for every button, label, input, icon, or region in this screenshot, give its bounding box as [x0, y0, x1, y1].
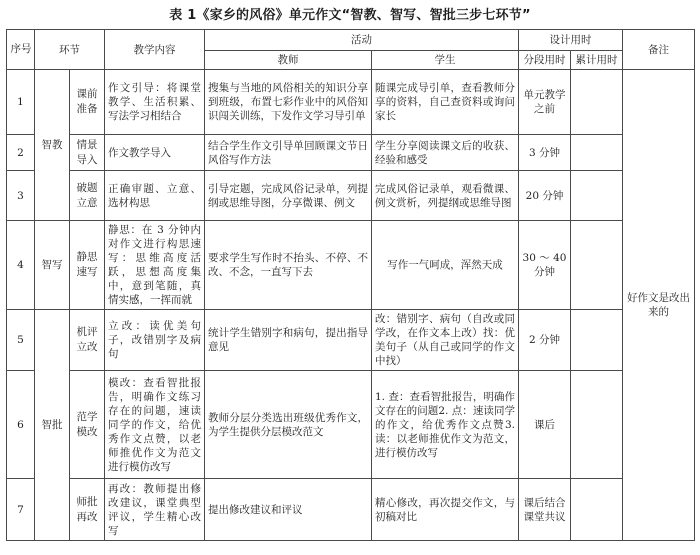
- row-content: 作文教学导入: [105, 135, 205, 171]
- row-teacher: 统计学生错别字和病句，提出指导意见: [205, 310, 372, 371]
- header-remark: 备注: [623, 30, 695, 70]
- row-student: 改：错别字、病句（自改或同学改，在作文本上改）找：优美句子（从自己或同学的作文中找）: [372, 310, 519, 371]
- row-seq: 5: [7, 310, 35, 371]
- row-teacher: 搜集与当地的风俗相关的知识分享到班级，布置七彩作业中的风俗知识闯关训练，下发作文学习导引单: [205, 70, 372, 135]
- table-row: [7, 70, 695, 135]
- row-teacher: 引导定题，完成风俗记录单，列提纲或思维导图，分享微课、例文: [205, 171, 372, 221]
- row-total: [571, 310, 623, 371]
- row-total: [571, 70, 623, 135]
- header-row-1: [7, 30, 695, 51]
- row-student: 完成风俗记录单，观看微课、例文赏析，列提纲或思维导图: [372, 171, 519, 221]
- row-total: [571, 135, 623, 171]
- row-seq: 2: [7, 135, 35, 171]
- row-sub: 破题立意: [70, 171, 105, 221]
- row-segment: 课后结合课堂共议: [519, 479, 571, 541]
- row-student: 写作一气呵成，浑然天成: [372, 221, 519, 310]
- stage-zhijiao: 智教: [35, 70, 70, 221]
- row-sub: 师批再改: [70, 479, 105, 541]
- header-activity: 活动: [205, 30, 519, 51]
- header-time-design: 设计用时: [519, 30, 623, 51]
- table-row: [7, 310, 695, 371]
- row-student: 随课完成导引单，查看教师分享的资料，自己查资料或询问家长: [372, 70, 519, 135]
- row-student: 学生分享阅读课文后的收获、经验和感受: [372, 135, 519, 171]
- row-total: [571, 171, 623, 221]
- row-sub: 课前准备: [70, 70, 105, 135]
- row-student: 精心修改，再次提交作文，与初稿对比: [372, 479, 519, 541]
- row-seq: 3: [7, 171, 35, 221]
- row-content: 再改：教师提出修改建议，课堂典型评议，学生精心改写: [105, 479, 205, 541]
- row-seq: 1: [7, 70, 35, 135]
- row-teacher: 结合学生作文引导单回顾课文节日风俗写作方法: [205, 135, 372, 171]
- row-content: 作文引导：将课堂教学、生活积累、写法学习相结合: [105, 70, 205, 135]
- table-row: [7, 479, 695, 541]
- header-seq: 序号: [7, 30, 35, 70]
- row-segment: 课后: [519, 371, 571, 479]
- row-sub: 情景导入: [70, 135, 105, 171]
- row-segment: 2 分钟: [519, 310, 571, 371]
- row-total: [571, 371, 623, 479]
- table-title: 表 1《家乡的风俗》单元作文“智教、智写、智批三步七环节”: [169, 7, 531, 23]
- stage-zhixie: 智写: [35, 221, 70, 310]
- header-time-segment: 分段用时: [519, 51, 571, 70]
- row-segment: 30 ～ 40 分钟: [519, 221, 571, 310]
- row-segment: 单元教学之前: [519, 70, 571, 135]
- row-content: 静思：在 3 分钟内对作文进行构思速写：思维高度活跃，思想高度集中，意到笔随，真情实感，一挥而就: [105, 221, 205, 310]
- row-seq: 6: [7, 371, 35, 479]
- row-sub: 静思速写: [70, 221, 105, 310]
- row-student: 1. 查：查看智批报告，明确作文存在的问题2. 点：速读同学的作文，给优秀作文点赞3. 读：以老师推优作文为范文，进行模仿改写: [372, 371, 519, 479]
- table-row: [7, 371, 695, 479]
- header-time-total: 累计用时: [571, 51, 623, 70]
- header-teacher: 教师: [205, 51, 372, 70]
- row-seq: 7: [7, 479, 35, 541]
- row-content: 模改：查看智批报告，明确作文练习存在的问题，速读同学的作文，给优秀作文点赞，以老师推优作文为范文进行模仿改写: [105, 371, 205, 479]
- header-content: 教学内容: [105, 30, 205, 70]
- row-teacher: 要求学生写作时不抬头、不停、不改、不念，一直写下去: [205, 221, 372, 310]
- row-sub: 范学模改: [70, 371, 105, 479]
- row-segment: 20 分钟: [519, 171, 571, 221]
- table-row: [7, 135, 695, 171]
- row-seq: 4: [7, 221, 35, 310]
- row-total: [571, 221, 623, 310]
- remark-cell: 好作文是改出来的: [623, 70, 695, 541]
- table-row: [7, 221, 695, 310]
- row-content: 立改：读优美句子，改错别字及病句: [105, 310, 205, 371]
- row-sub: 机评立改: [70, 310, 105, 371]
- header-student: 学生: [372, 51, 519, 70]
- row-content: 正确审题、立意、选材构思: [105, 171, 205, 221]
- row-segment: 3 分钟: [519, 135, 571, 171]
- activity-table: [6, 29, 695, 541]
- header-stage: 环节: [35, 30, 105, 70]
- row-total: [571, 479, 623, 541]
- stage-zhipi: 智批: [35, 310, 70, 541]
- row-teacher: 教师分层分类选出班级优秀作文，为学生提供分层模改范文: [205, 371, 372, 479]
- row-teacher: 提出修改建议和评议: [205, 479, 372, 541]
- table-row: [7, 171, 695, 221]
